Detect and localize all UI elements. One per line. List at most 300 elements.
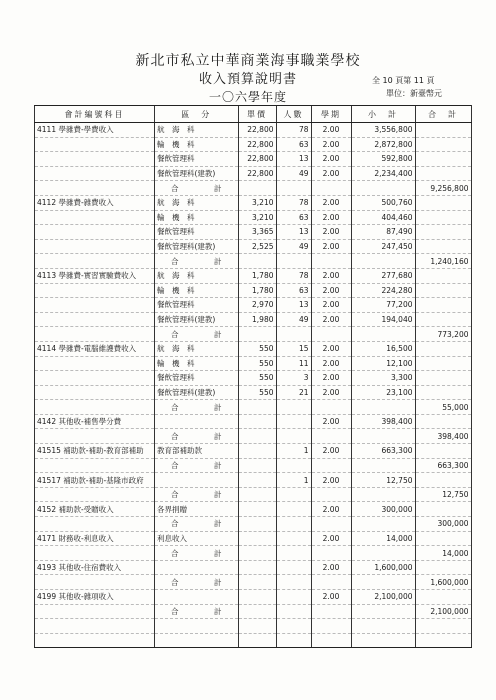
cell-headcount <box>276 254 311 269</box>
table-row <box>35 268 472 283</box>
col-header-subtotal: 小 計 <box>351 106 415 123</box>
cell-unit-price <box>238 458 276 473</box>
cell-account <box>35 327 155 342</box>
cell-account <box>35 429 155 444</box>
cell-semesters: 2.00 <box>311 341 351 356</box>
cell-unit-price <box>238 517 276 532</box>
cell-account <box>35 152 155 167</box>
cell-account: 4114 學雜費-電腦維護費收入 <box>35 341 155 356</box>
cell-subtotal: 300,000 <box>351 502 415 517</box>
cell-category: 餐飲管理科 <box>155 298 239 313</box>
cell-headcount <box>276 517 311 532</box>
cell-total: 398,400 <box>415 429 471 444</box>
cell-semesters <box>311 400 351 415</box>
cell-category: 合 計 <box>155 546 239 561</box>
cell-semesters: 2.00 <box>311 560 351 575</box>
cell-subtotal: 12,750 <box>351 473 415 488</box>
cell-semesters <box>311 619 351 634</box>
cell-unit-price <box>238 473 276 488</box>
table-row <box>35 560 472 575</box>
table-row <box>35 239 472 254</box>
cell-category: 合 計 <box>155 181 239 196</box>
cell-headcount: 63 <box>276 210 311 225</box>
cell-total <box>415 239 471 254</box>
cell-category: 輪 機 科 <box>155 210 239 225</box>
cell-semesters: 2.00 <box>311 444 351 459</box>
cell-category: 合 計 <box>155 458 239 473</box>
cell-category: 航 海 科 <box>155 268 239 283</box>
cell-account <box>35 575 155 590</box>
cell-headcount <box>276 546 311 561</box>
cell-unit-price: 550 <box>238 341 276 356</box>
cell-headcount: 21 <box>276 385 311 400</box>
cell-subtotal: 16,500 <box>351 341 415 356</box>
cell-unit-price: 2,970 <box>238 298 276 313</box>
table-row-sum <box>35 327 472 342</box>
cell-semesters <box>311 633 351 648</box>
document-title: 收入預算說明書 <box>198 72 297 87</box>
cell-unit-price <box>238 575 276 590</box>
cell-account <box>35 385 155 400</box>
cell-account: 41517 補助款-補助-基隆市政府 <box>35 473 155 488</box>
cell-unit-price <box>238 546 276 561</box>
cell-subtotal: 2,234,400 <box>351 166 415 181</box>
cell-total <box>415 444 471 459</box>
cell-subtotal: 500,760 <box>351 195 415 210</box>
table-row <box>35 210 472 225</box>
cell-total: 300,000 <box>415 517 471 532</box>
cell-semesters: 2.00 <box>311 195 351 210</box>
cell-unit-price: 22,800 <box>238 123 276 138</box>
table-row-sum <box>35 546 472 561</box>
table-row-sum <box>35 487 472 502</box>
cell-headcount: 3 <box>276 371 311 386</box>
cell-subtotal <box>351 254 415 269</box>
cell-headcount: 1 <box>276 444 311 459</box>
cell-account <box>35 604 155 619</box>
table-row <box>35 298 472 313</box>
col-header-category: 區 分 <box>155 106 239 123</box>
cell-unit-price <box>238 633 276 648</box>
cell-semesters: 2.00 <box>311 502 351 517</box>
cell-subtotal: 398,400 <box>351 414 415 429</box>
col-header-headcount: 人數 <box>276 106 311 123</box>
cell-subtotal <box>351 633 415 648</box>
cell-category <box>155 619 239 634</box>
cell-category: 合 計 <box>155 517 239 532</box>
cell-category <box>155 414 239 429</box>
cell-semesters <box>311 429 351 444</box>
cell-total <box>415 210 471 225</box>
cell-subtotal: 224,280 <box>351 283 415 298</box>
cell-semesters: 2.00 <box>311 210 351 225</box>
cell-headcount <box>276 560 311 575</box>
cell-unit-price <box>238 414 276 429</box>
cell-account <box>35 239 155 254</box>
cell-semesters: 2.00 <box>311 137 351 152</box>
cell-headcount: 78 <box>276 268 311 283</box>
cell-semesters <box>311 487 351 502</box>
table-row-sum <box>35 400 472 415</box>
cell-account <box>35 458 155 473</box>
cell-headcount <box>276 458 311 473</box>
cell-total <box>415 619 471 634</box>
cell-semesters: 2.00 <box>311 268 351 283</box>
cell-headcount <box>276 633 311 648</box>
budget-table <box>34 105 472 648</box>
cell-semesters: 2.00 <box>311 590 351 605</box>
cell-headcount: 78 <box>276 123 311 138</box>
cell-headcount: 13 <box>276 298 311 313</box>
table-row-sum <box>35 604 472 619</box>
cell-subtotal: 77,200 <box>351 298 415 313</box>
table-body <box>35 123 472 648</box>
cell-unit-price <box>238 181 276 196</box>
academic-year: 一〇六學年度 <box>208 90 287 104</box>
table-row <box>35 195 472 210</box>
cell-headcount: 49 <box>276 312 311 327</box>
table-row <box>35 619 472 634</box>
cell-unit-price: 22,800 <box>238 166 276 181</box>
cell-category: 餐飲管理科 <box>155 225 239 240</box>
cell-total <box>415 590 471 605</box>
cell-account: 4152 補助款-受贈收入 <box>35 502 155 517</box>
cell-headcount: 63 <box>276 283 311 298</box>
cell-semesters: 2.00 <box>311 385 351 400</box>
cell-subtotal: 87,490 <box>351 225 415 240</box>
cell-category: 合 計 <box>155 429 239 444</box>
table-row <box>35 356 472 371</box>
cell-semesters: 2.00 <box>311 152 351 167</box>
cell-semesters: 2.00 <box>311 298 351 313</box>
cell-account <box>35 225 155 240</box>
cell-headcount <box>276 575 311 590</box>
cell-semesters: 2.00 <box>311 225 351 240</box>
cell-subtotal: 23,100 <box>351 385 415 400</box>
cell-semesters <box>311 458 351 473</box>
cell-subtotal: 3,556,800 <box>351 123 415 138</box>
cell-unit-price: 3,210 <box>238 195 276 210</box>
cell-semesters: 2.00 <box>311 312 351 327</box>
cell-category: 輪 機 科 <box>155 283 239 298</box>
cell-unit-price <box>238 327 276 342</box>
cell-account <box>35 312 155 327</box>
cell-semesters: 2.00 <box>311 473 351 488</box>
cell-category: 合 計 <box>155 254 239 269</box>
cell-semesters: 2.00 <box>311 414 351 429</box>
cell-account: 4199 其他收-雜項收入 <box>35 590 155 605</box>
table-row <box>35 444 472 459</box>
cell-unit-price: 2,525 <box>238 239 276 254</box>
cell-unit-price: 550 <box>238 356 276 371</box>
table-row <box>35 225 472 240</box>
cell-unit-price: 550 <box>238 385 276 400</box>
cell-semesters: 2.00 <box>311 123 351 138</box>
cell-subtotal <box>351 400 415 415</box>
cell-semesters <box>311 327 351 342</box>
table-row <box>35 414 472 429</box>
cell-category: 利息收入 <box>155 531 239 546</box>
cell-semesters: 2.00 <box>311 356 351 371</box>
cell-headcount <box>276 414 311 429</box>
cell-account <box>35 298 155 313</box>
cell-headcount <box>276 327 311 342</box>
cell-subtotal: 2,100,000 <box>351 590 415 605</box>
cell-account <box>35 487 155 502</box>
cell-headcount <box>276 604 311 619</box>
cell-total <box>415 371 471 386</box>
cell-headcount: 49 <box>276 166 311 181</box>
cell-total <box>415 356 471 371</box>
cell-category: 餐飲管理科(建教) <box>155 385 239 400</box>
col-header-account: 會計編號科目 <box>35 106 155 123</box>
cell-category: 餐飲管理科(建教) <box>155 239 239 254</box>
table-row <box>35 137 472 152</box>
cell-subtotal: 592,800 <box>351 152 415 167</box>
cell-account <box>35 166 155 181</box>
cell-subtotal <box>351 429 415 444</box>
cell-unit-price: 1,780 <box>238 268 276 283</box>
cell-total <box>415 385 471 400</box>
cell-total <box>415 414 471 429</box>
cell-subtotal: 277,680 <box>351 268 415 283</box>
cell-category <box>155 633 239 648</box>
cell-headcount: 15 <box>276 341 311 356</box>
cell-headcount <box>276 487 311 502</box>
cell-semesters <box>311 575 351 590</box>
cell-subtotal: 663,300 <box>351 444 415 459</box>
cell-category: 輪 機 科 <box>155 137 239 152</box>
cell-total: 55,000 <box>415 400 471 415</box>
table-row <box>35 283 472 298</box>
cell-subtotal: 194,040 <box>351 312 415 327</box>
cell-unit-price <box>238 619 276 634</box>
cell-unit-price <box>238 400 276 415</box>
cell-unit-price: 3,365 <box>238 225 276 240</box>
cell-subtotal <box>351 458 415 473</box>
table-row-sum <box>35 458 472 473</box>
cell-total <box>415 123 471 138</box>
cell-unit-price <box>238 487 276 502</box>
cell-unit-price <box>238 590 276 605</box>
cell-total <box>415 268 471 283</box>
cell-account <box>35 356 155 371</box>
cell-total <box>415 195 471 210</box>
cell-semesters <box>311 181 351 196</box>
cell-headcount <box>276 502 311 517</box>
cell-account: 4171 財務收-利息收入 <box>35 531 155 546</box>
table-row-sum <box>35 429 472 444</box>
cell-headcount: 63 <box>276 137 311 152</box>
cell-subtotal <box>351 517 415 532</box>
cell-category: 餐飲管理科(建教) <box>155 166 239 181</box>
table-row <box>35 371 472 386</box>
cell-account <box>35 254 155 269</box>
cell-total <box>415 502 471 517</box>
cell-category: 合 計 <box>155 575 239 590</box>
cell-total <box>415 283 471 298</box>
cell-account <box>35 283 155 298</box>
cell-headcount <box>276 181 311 196</box>
cell-category <box>155 590 239 605</box>
cell-unit-price <box>238 254 276 269</box>
cell-headcount <box>276 531 311 546</box>
cell-total <box>415 166 471 181</box>
cell-category: 合 計 <box>155 327 239 342</box>
cell-account <box>35 517 155 532</box>
cell-headcount: 13 <box>276 152 311 167</box>
cell-account <box>35 546 155 561</box>
table-row-sum <box>35 181 472 196</box>
cell-unit-price: 550 <box>238 371 276 386</box>
cell-total <box>415 560 471 575</box>
cell-total: 12,750 <box>415 487 471 502</box>
cell-total <box>415 341 471 356</box>
cell-subtotal: 14,000 <box>351 531 415 546</box>
cell-subtotal <box>351 487 415 502</box>
cell-category: 合 計 <box>155 400 239 415</box>
cell-account <box>35 181 155 196</box>
cell-unit-price <box>238 604 276 619</box>
cell-total <box>415 298 471 313</box>
table-row <box>35 385 472 400</box>
cell-category: 餐飲管理科 <box>155 152 239 167</box>
cell-account <box>35 400 155 415</box>
table-row-sum <box>35 517 472 532</box>
cell-subtotal <box>351 546 415 561</box>
school-name: 新北市私立中華商業海事職業學校 <box>135 53 361 69</box>
cell-unit-price: 3,210 <box>238 210 276 225</box>
cell-category: 合 計 <box>155 604 239 619</box>
cell-unit-price <box>238 560 276 575</box>
cell-headcount: 49 <box>276 239 311 254</box>
cell-total: 14,000 <box>415 546 471 561</box>
table-row <box>35 312 472 327</box>
cell-headcount: 13 <box>276 225 311 240</box>
table-row <box>35 502 472 517</box>
cell-total <box>415 225 471 240</box>
cell-headcount <box>276 400 311 415</box>
cell-headcount <box>276 429 311 444</box>
cell-semesters <box>311 546 351 561</box>
cell-unit-price: 1,980 <box>238 312 276 327</box>
cell-category: 航 海 科 <box>155 341 239 356</box>
cell-unit-price <box>238 502 276 517</box>
cell-total: 663,300 <box>415 458 471 473</box>
cell-total <box>415 152 471 167</box>
cell-category: 各界捐贈 <box>155 502 239 517</box>
cell-account: 4113 學雜費-實習實驗費收入 <box>35 268 155 283</box>
cell-total: 2,100,000 <box>415 604 471 619</box>
cell-subtotal <box>351 181 415 196</box>
table-row <box>35 166 472 181</box>
cell-category: 航 海 科 <box>155 123 239 138</box>
cell-unit-price <box>238 429 276 444</box>
table-row <box>35 152 472 167</box>
table-row <box>35 341 472 356</box>
cell-headcount: 1 <box>276 473 311 488</box>
cell-category: 輪 機 科 <box>155 356 239 371</box>
cell-account <box>35 137 155 152</box>
cell-unit-price: 22,800 <box>238 152 276 167</box>
cell-semesters: 2.00 <box>311 283 351 298</box>
cell-total: 1,240,160 <box>415 254 471 269</box>
cell-semesters: 2.00 <box>311 166 351 181</box>
cell-headcount: 11 <box>276 356 311 371</box>
currency-unit: 單位：新臺幣元 <box>386 89 442 98</box>
cell-subtotal <box>351 619 415 634</box>
cell-account <box>35 633 155 648</box>
table-row <box>35 473 472 488</box>
cell-subtotal <box>351 575 415 590</box>
table-row <box>35 633 472 648</box>
cell-category: 餐飲管理科 <box>155 371 239 386</box>
cell-subtotal: 12,100 <box>351 356 415 371</box>
cell-semesters: 2.00 <box>311 371 351 386</box>
cell-account: 4111 學雜費-學費收入 <box>35 123 155 138</box>
cell-total: 1,600,000 <box>415 575 471 590</box>
col-header-semesters: 學期 <box>311 106 351 123</box>
cell-subtotal: 1,600,000 <box>351 560 415 575</box>
cell-subtotal: 2,872,800 <box>351 137 415 152</box>
table-row-sum <box>35 575 472 590</box>
cell-subtotal: 3,300 <box>351 371 415 386</box>
cell-total <box>415 473 471 488</box>
page-info: 全 10 頁第 11 頁 <box>372 76 435 85</box>
table-row <box>35 531 472 546</box>
table-row <box>35 123 472 138</box>
cell-total <box>415 137 471 152</box>
cell-total <box>415 312 471 327</box>
cell-subtotal <box>351 604 415 619</box>
table-header-row <box>35 106 472 123</box>
cell-semesters <box>311 254 351 269</box>
cell-category <box>155 473 239 488</box>
cell-total <box>415 633 471 648</box>
cell-account <box>35 210 155 225</box>
cell-headcount <box>276 619 311 634</box>
cell-account: 4142 其他收-補售學分費 <box>35 414 155 429</box>
cell-semesters <box>311 517 351 532</box>
cell-subtotal: 247,450 <box>351 239 415 254</box>
cell-unit-price: 22,800 <box>238 137 276 152</box>
cell-category: 合 計 <box>155 487 239 502</box>
cell-total: 773,200 <box>415 327 471 342</box>
col-header-unit-price: 單價 <box>238 106 276 123</box>
table-row <box>35 590 472 605</box>
cell-headcount <box>276 590 311 605</box>
cell-unit-price <box>238 444 276 459</box>
cell-semesters: 2.00 <box>311 239 351 254</box>
cell-semesters <box>311 604 351 619</box>
cell-account <box>35 371 155 386</box>
cell-unit-price <box>238 531 276 546</box>
cell-subtotal: 404,460 <box>351 210 415 225</box>
cell-total <box>415 531 471 546</box>
cell-category <box>155 560 239 575</box>
col-header-total: 合 計 <box>415 106 471 123</box>
cell-total: 9,256,800 <box>415 181 471 196</box>
cell-category: 航 海 科 <box>155 195 239 210</box>
cell-account: 4112 學雜費-雜費收入 <box>35 195 155 210</box>
cell-unit-price: 1,780 <box>238 283 276 298</box>
table-row-sum <box>35 254 472 269</box>
cell-account: 41515 補助款-補助-教育部補助 <box>35 444 155 459</box>
cell-subtotal <box>351 327 415 342</box>
cell-account: 4193 其他收-住宿費收入 <box>35 560 155 575</box>
cell-category: 餐飲管理科(建教) <box>155 312 239 327</box>
cell-category: 教育部補助款 <box>155 444 239 459</box>
